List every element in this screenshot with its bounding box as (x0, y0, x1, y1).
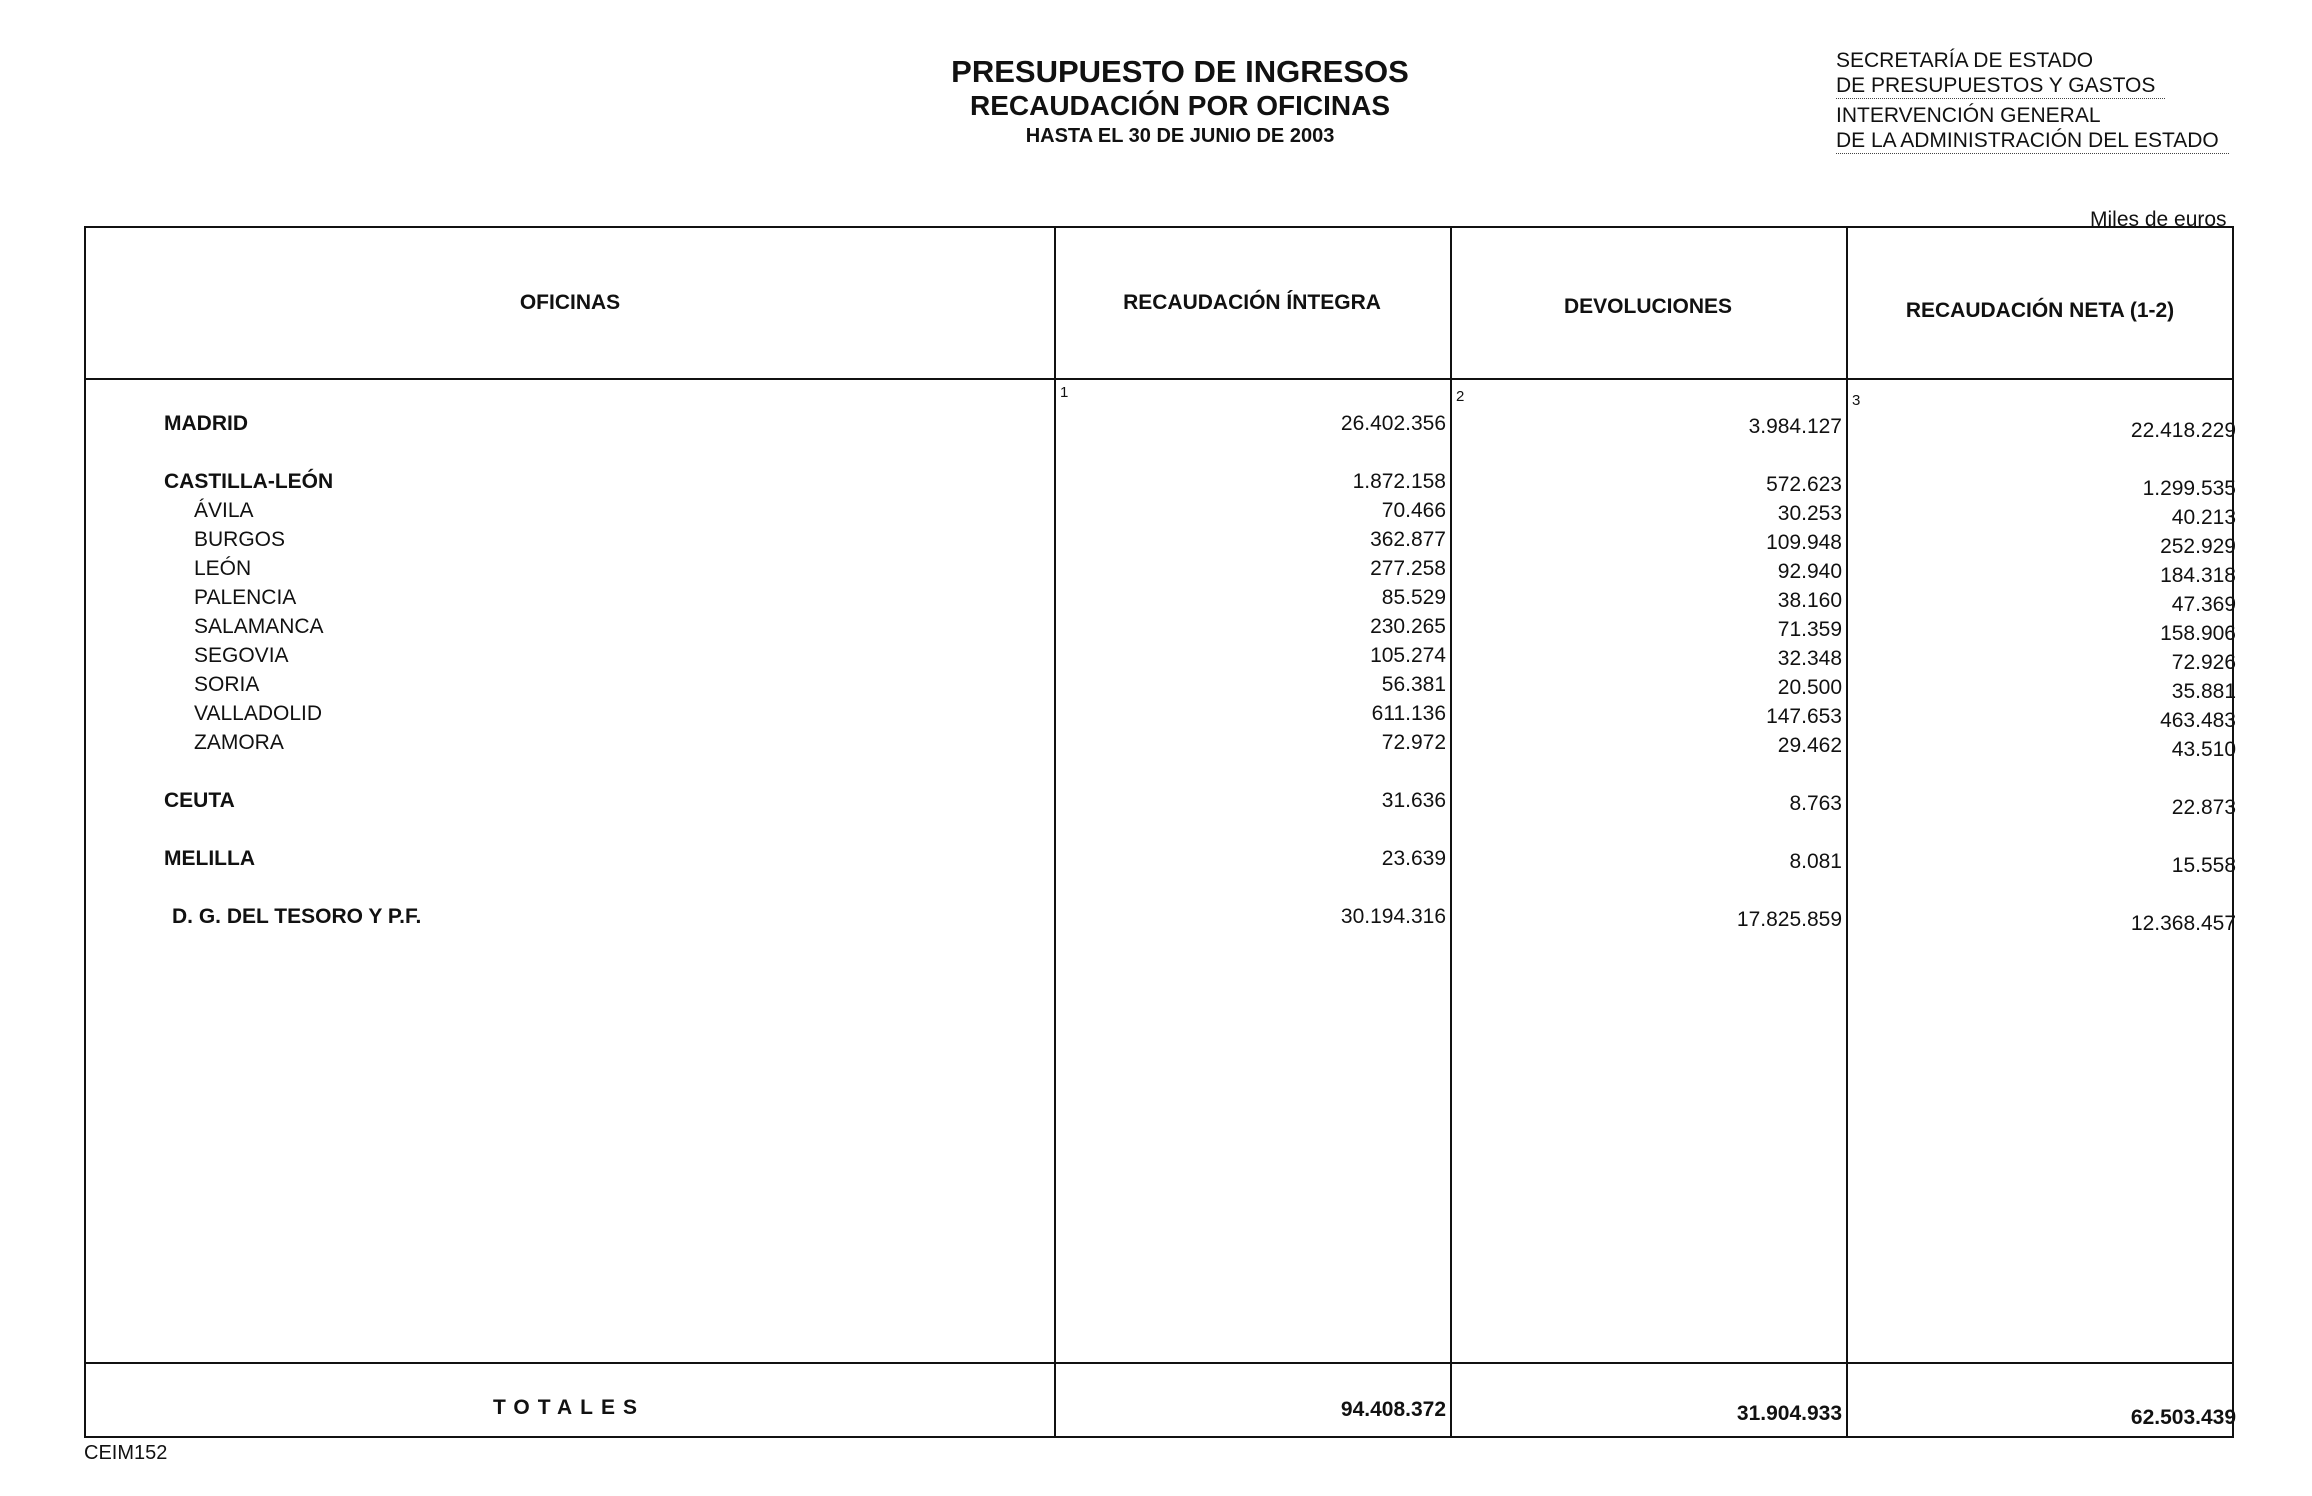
row-name: LEÓN (194, 557, 252, 580)
report-date: HASTA EL 30 DE JUNIO DE 2003 (1025, 125, 1335, 147)
row-integra: 230.265 (1370, 615, 1446, 638)
agency-line-2: DE PRESUPUESTOS Y GASTOS (1836, 73, 2165, 99)
row-name: MELILLA (164, 847, 255, 870)
table-row (86, 557, 2236, 587)
row-name: MADRID (164, 412, 248, 435)
row-integra: 105.274 (1370, 644, 1446, 667)
column-divider (1054, 228, 1056, 1436)
row-neta: 158.906 (2160, 622, 2236, 645)
row-neta: 184.318 (2160, 564, 2236, 587)
row-neta: 22.418.229 (2130, 419, 2236, 442)
row-devoluciones: 147.653 (1766, 705, 1842, 728)
row-neta: 22.873 (2171, 796, 2236, 819)
row-neta: 1.299.535 (2142, 477, 2236, 500)
col-number-2: 2 (1456, 388, 1465, 405)
row-devoluciones: 30.253 (1777, 502, 1842, 525)
totals-devoluciones: 31.904.933 (1736, 1402, 1842, 1425)
row-neta: 12.368.457 (2130, 912, 2236, 935)
form-code: CEIM152 (84, 1442, 168, 1464)
row-neta: 252.929 (2160, 535, 2236, 558)
row-integra: 23.639 (1381, 847, 1446, 870)
row-neta: 43.510 (2171, 738, 2236, 761)
agency-block (1836, 48, 2229, 154)
row-devoluciones: 32.348 (1777, 647, 1842, 670)
col-header-integra: RECAUDACIÓN ÍNTEGRA (1123, 291, 1381, 314)
row-devoluciones: 8.081 (1789, 850, 1842, 873)
table-row (86, 644, 2236, 674)
col-number-3: 3 (1852, 392, 1861, 409)
col-header-oficinas: OFICINAS (519, 291, 621, 314)
row-integra: 277.258 (1370, 557, 1446, 580)
row-devoluciones: 29.462 (1777, 734, 1842, 757)
row-name: CASTILLA-LEÓN (164, 470, 334, 493)
row-name: D. G. DEL TESORO Y P.F. (172, 905, 422, 928)
row-name: SALAMANCA (194, 615, 324, 638)
table-row (86, 615, 2236, 645)
row-name: CEUTA (164, 789, 235, 812)
totals-neta: 62.503.439 (2130, 1406, 2236, 1429)
report-title-block (830, 54, 1530, 150)
column-divider (1846, 228, 1848, 1436)
row-integra: 362.877 (1370, 528, 1446, 551)
agency-line-3: INTERVENCIÓN GENERAL (1836, 104, 2101, 127)
row-devoluciones: 8.763 (1789, 792, 1842, 815)
col-header-neta: RECAUDACIÓN NETA (1-2) (1905, 299, 2175, 322)
agency-line-1: SECRETARÍA DE ESTADO (1836, 49, 2094, 72)
row-neta: 40.213 (2171, 506, 2236, 529)
agency-line-4: DE LA ADMINISTRACIÓN DEL ESTADO (1836, 128, 2229, 154)
row-integra: 72.972 (1381, 731, 1446, 754)
row-name: SEGOVIA (194, 644, 289, 667)
row-devoluciones: 109.948 (1766, 531, 1842, 554)
row-devoluciones: 17.825.859 (1736, 908, 1842, 931)
row-name: SORIA (194, 673, 260, 696)
row-devoluciones: 38.160 (1777, 589, 1842, 612)
row-neta: 72.926 (2171, 651, 2236, 674)
row-integra: 56.381 (1381, 673, 1446, 696)
row-devoluciones: 20.500 (1777, 676, 1842, 699)
row-integra: 70.466 (1381, 499, 1446, 522)
table-row (86, 702, 2236, 732)
row-integra: 26.402.356 (1340, 412, 1446, 435)
table-row (86, 499, 2236, 529)
column-divider (1450, 228, 1452, 1436)
row-devoluciones: 92.940 (1777, 560, 1842, 583)
totals-integra: 94.408.372 (1340, 1398, 1446, 1421)
row-integra: 1.872.158 (1352, 470, 1446, 493)
table-row (86, 528, 2236, 558)
table-row (86, 731, 2236, 761)
row-neta: 47.369 (2171, 593, 2236, 616)
table-row (86, 847, 2236, 877)
totals-row (86, 1382, 2236, 1438)
row-devoluciones: 572.623 (1766, 473, 1842, 496)
row-neta: 35.881 (2171, 680, 2236, 703)
table-row (86, 412, 2236, 442)
totals-divider (86, 1362, 2232, 1364)
table-row (86, 470, 2236, 500)
table-row (86, 905, 2236, 935)
row-devoluciones: 3.984.127 (1748, 415, 1842, 438)
row-integra: 85.529 (1381, 586, 1446, 609)
units-label: Miles de euros (2090, 208, 2227, 231)
report-subtitle: RECAUDACIÓN POR OFICINAS (969, 90, 1390, 121)
row-integra: 31.636 (1381, 789, 1446, 812)
row-name: ÁVILA (194, 499, 254, 522)
totals-label: TOTALES (492, 1396, 646, 1419)
row-name: ZAMORA (194, 731, 284, 754)
row-integra: 30.194.316 (1340, 905, 1446, 928)
row-devoluciones: 71.359 (1777, 618, 1842, 641)
table-row (86, 789, 2236, 819)
report-title: PRESUPUESTO DE INGRESOS (951, 54, 1409, 89)
row-name: PALENCIA (194, 586, 297, 609)
col-header-devoluciones: DEVOLUCIONES (1563, 295, 1733, 318)
revenue-table (84, 226, 2234, 1438)
row-name: BURGOS (194, 528, 286, 551)
col-number-1: 1 (1060, 384, 1069, 401)
row-name: VALLADOLID (194, 702, 322, 725)
table-row (86, 586, 2236, 616)
table-row (86, 673, 2236, 703)
row-integra: 611.136 (1371, 702, 1446, 725)
row-neta: 15.558 (2171, 854, 2236, 877)
row-neta: 463.483 (2160, 709, 2236, 732)
